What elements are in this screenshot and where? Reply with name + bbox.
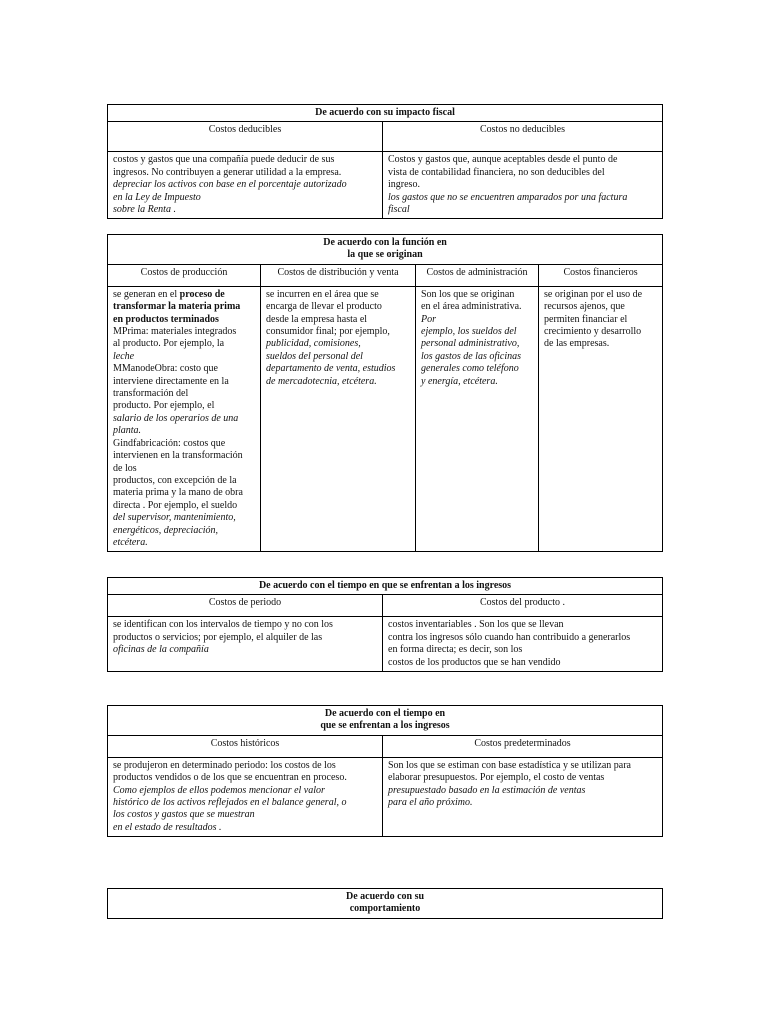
text-line: depreciar los activos con base en el porcentaje autorizado (113, 179, 347, 191)
column-header: Costos predeterminados (383, 735, 663, 757)
cell-costos-no-deducibles (383, 152, 663, 219)
table-impacto-fiscal (107, 104, 663, 219)
text-line: planta. (113, 425, 142, 437)
text-line: se identifican con los intervalos de tiempo y no con los (113, 619, 333, 631)
title-line: comportamiento (349, 903, 421, 915)
text-line: crecimiento y desarrollo (544, 326, 642, 338)
text-line: al producto. Por ejemplo, la (113, 338, 225, 350)
cell-costos-distribucion (261, 286, 416, 552)
cell-costos-financieros (539, 286, 663, 552)
text-line: Son los que se estiman con base estadística y se utilizan para (388, 759, 631, 771)
text-line: productos, con excepción de la (113, 474, 237, 486)
text-line: se incurren en el área que se (266, 288, 379, 300)
text-line: los gastos de las oficinas (421, 350, 522, 362)
bold-fragment: proceso de (179, 288, 225, 300)
column-header: Costos de distribución y venta (261, 264, 416, 286)
text-line: en forma directa; es decir, son los (388, 644, 523, 656)
column-header: Costos de administración (416, 264, 539, 286)
column-header: Costos de producción (108, 264, 261, 286)
text-line: publicidad, comisiones, (266, 338, 361, 350)
text-line: sueldos del personal del (266, 350, 363, 362)
text-line: Son los que se originan (421, 288, 515, 300)
text-line: en el área administrativa. (421, 301, 522, 313)
text-line: en el estado de resultados . (113, 821, 222, 833)
table-tiempo-ingresos (107, 577, 663, 672)
text-line: encarga de llevar el producto (266, 301, 382, 313)
text-line: para el año próximo. (388, 797, 473, 809)
text-line: del supervisor, mantenimiento, (113, 512, 236, 524)
text-line: intervienen en la transformación (113, 450, 243, 462)
column-header: Costos financieros (539, 264, 663, 286)
text-line: salario de los operarios de una (113, 412, 239, 424)
text-line: recursos ajenos, que (544, 301, 625, 313)
cell-costos-predeterminados (383, 757, 663, 836)
column-header: Costos históricos (108, 735, 383, 757)
text-line: histórico de los activos reflejados en el balance general, o (113, 797, 347, 809)
text-line: presupuestado basado en la estimación de ventas (388, 784, 586, 796)
title-line: la que se originan (347, 249, 423, 261)
table-title (108, 889, 663, 919)
text-line: Costos y gastos que, aunque aceptables desde el punto de (388, 154, 618, 166)
text-line: oficinas de la compañía (113, 644, 209, 656)
text-line: se originan por el uso de (544, 288, 643, 300)
title-line: De acuerdo con la función en (323, 237, 447, 248)
table-comportamiento (107, 888, 663, 919)
text-line (113, 289, 255, 301)
text-line: elaborar presupuestos. Por ejemplo, el costo de ventas (388, 772, 605, 784)
text-line: en productos terminados (113, 313, 219, 325)
text-line: sobre la Renta . (113, 204, 176, 216)
text-line: generales como teléfono (421, 363, 519, 375)
table-tiempo-calculo (107, 705, 663, 837)
text-line: desde la empresa hasta el (266, 313, 368, 325)
cell-costos-administracion (416, 286, 539, 552)
text-line: costos inventariables . Son los que se llevan (388, 619, 564, 631)
title-line: De acuerdo con el tiempo en (324, 708, 446, 719)
text-line: en la Ley de Impuesto (113, 191, 201, 203)
text-line: ejemplo, los sueldos del (421, 326, 517, 338)
text-line: MManodeObra: costo que (113, 363, 218, 375)
text-line: producto. Por ejemplo, el (113, 400, 215, 412)
text-line: de los (113, 462, 137, 474)
text-line: vista de contabilidad financiera, no son deducibles del (388, 166, 605, 178)
text-line: se produjeron en determinado periodo: los costos de los (113, 759, 336, 771)
text-line: departamento de venta, estudios (266, 363, 396, 375)
cell-costos-producto (383, 617, 663, 672)
column-header: Costos de periodo (108, 595, 383, 617)
text-line: consumidor final; por ejemplo, (266, 326, 390, 338)
text-line: contra los ingresos sólo cuando han contribuido a generarlos (388, 631, 631, 643)
text-line: productos o servicios; por ejemplo, el alquiler de las (113, 631, 323, 643)
text-line: materia prima y la mano de obra (113, 487, 243, 499)
text-line: ingreso. (388, 179, 420, 191)
text-line: y energía, etcétera. (421, 375, 498, 387)
text-line: personal administrativo, (421, 338, 520, 350)
table-title (108, 235, 663, 265)
cell-costos-periodo (108, 617, 383, 672)
text-line: permiten financiar el (544, 313, 628, 325)
cell-costos-historicos (108, 757, 383, 836)
text-line: fiscal (388, 204, 410, 216)
text-fragment: se generan en el (113, 288, 180, 300)
text-line: leche (113, 350, 135, 362)
text-line: transformar la materia prima (113, 301, 241, 313)
column-header: Costos del producto . (383, 595, 663, 617)
column-header: Costos deducibles (108, 122, 383, 152)
text-line: transformación del (113, 388, 189, 400)
text-line: costos de los productos que se han vendido (388, 656, 561, 668)
cell-costos-produccion (108, 286, 261, 552)
text-line: ingresos. No contribuyen a generar utilidad a la empresa. (113, 166, 342, 178)
text-line: interviene directamente en la (113, 375, 229, 387)
text-line: Por (421, 313, 436, 325)
title-line: que se enfrentan a los ingresos (320, 720, 450, 732)
text-line: productos vendidos o de los que se encuentran en proceso. (113, 772, 347, 784)
cell-costos-deducibles (108, 152, 383, 219)
text-line: Gindfabricación: costos que (113, 437, 226, 449)
text-line: energéticos, depreciación, (113, 524, 219, 536)
text-line: costos y gastos que una compañía puede deducir de sus (113, 154, 335, 166)
text-line: etcétera. (113, 536, 148, 548)
text-line: de mercadotecnia, etcétera. (266, 375, 377, 387)
table-title: De acuerdo con el tiempo en que se enfrentan a los ingresos (108, 578, 663, 595)
text-line: Como ejemplos de ellos podemos mencionar el valor (113, 784, 325, 796)
text-line: directa . Por ejemplo, el sueldo (113, 499, 238, 511)
text-line: los costos y gastos que se muestran (113, 809, 255, 821)
table-title: De acuerdo con su impacto fiscal (108, 105, 663, 122)
table-title (108, 706, 663, 736)
title-line: De acuerdo con su (345, 891, 425, 902)
text-line: de las empresas. (544, 338, 610, 350)
text-line: MPrima: materiales integrados (113, 326, 237, 338)
text-line: los gastos que no se encuentren amparados por una factura (388, 191, 628, 203)
table-funcion (107, 234, 663, 552)
column-header: Costos no deducibles (383, 122, 663, 152)
